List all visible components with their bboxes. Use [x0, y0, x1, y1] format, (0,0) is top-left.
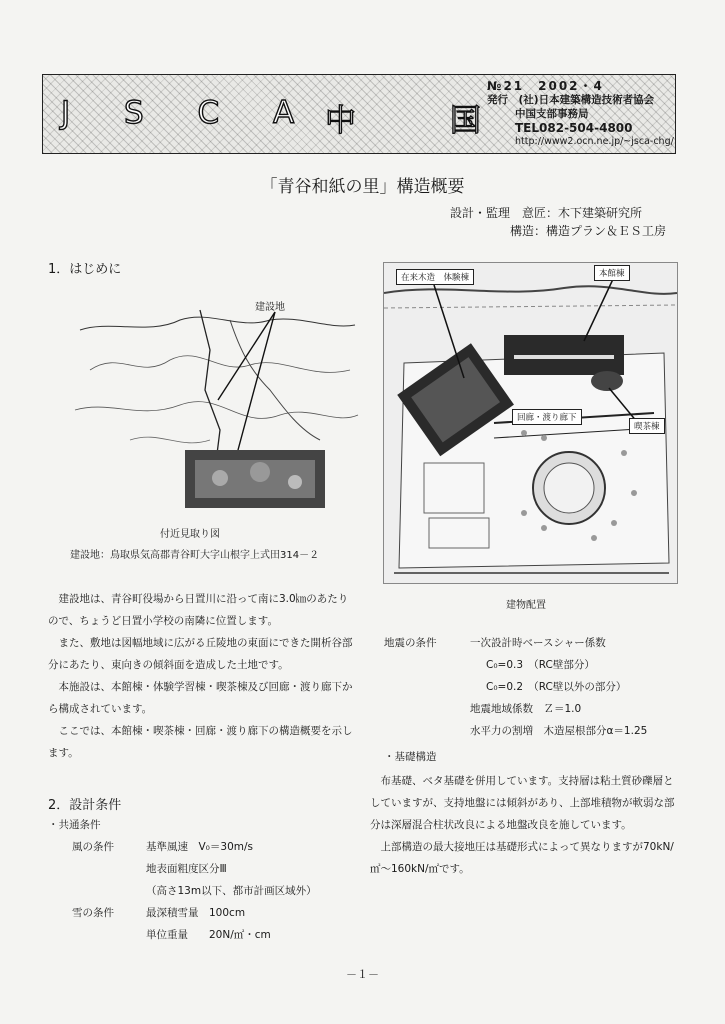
newsletter-header: [42, 74, 676, 154]
seismic-label: 地震の条件: [384, 637, 437, 649]
wind-roughness: 地表面粗度区分Ⅲ: [146, 863, 227, 875]
seismic-factor: 水平力の割増 木造屋根部分α＝1.25: [470, 725, 648, 737]
seismic-rc-wall: C₀=0.3 （RC壁部分）: [486, 659, 595, 671]
branch: 中国支部事務局: [515, 108, 589, 120]
wind-conditions: [146, 836, 361, 902]
intro-paragraph: ここでは、本館棟・喫茶棟・回廊・渡り廊下の構造概要を示します。: [48, 725, 353, 759]
snow-label: 雪の条件: [72, 907, 114, 919]
site-plan-caption: 建物配置: [506, 600, 546, 611]
credit-design: 意匠：木下建築研究所: [522, 206, 643, 220]
site-plan: [383, 262, 678, 584]
page-number: －１－: [346, 968, 379, 981]
intro-paragraph: また、敷地は図幅地域に広がる丘陵地の東面にできた開析谷部分にあたり、東向きの傾斜面を造成した土地です。: [48, 637, 353, 671]
vicinity-map: [70, 290, 360, 515]
url-link[interactable]: http://www2.ocn.ne.jp/~jsca-chg/: [515, 136, 674, 147]
foundation-text: [370, 770, 676, 880]
section-1-heading: 1．はじめに: [48, 262, 122, 277]
common-conditions-label: ・共通条件: [48, 819, 101, 831]
header-jsca-title: J S C A: [61, 95, 317, 131]
label-wood-building: 在来木造 体験棟: [396, 269, 474, 285]
intro-paragraph: 建設地は、青谷町役場から日置川に沿って南に3.0㎞のあたりので、ちょうど日置小学校の南隣に位置します。: [48, 593, 349, 627]
label-corridor: 回廊・渡り廊下: [512, 409, 582, 425]
intro-paragraph: 本施設は、本館棟・体験学習棟・喫茶棟及び回廊・渡り廊下から構成されています。: [48, 681, 353, 715]
tel: TEL082-504-4800: [515, 121, 633, 135]
map-drawing: [70, 290, 360, 515]
snow-depth: 最深積雪量 100cm: [146, 907, 246, 919]
site-address: 建設地：鳥取県気高郡青谷町大字山根字上式田314－２: [70, 550, 320, 561]
publisher-label: 発行: [487, 94, 508, 106]
wind-note: （高さ13m以下、都市計画区域外）: [146, 885, 317, 897]
foundation-heading: ・基礎構造: [384, 751, 437, 763]
publisher: (社)日本建築構造技術者協会: [518, 94, 655, 106]
foundation-paragraph: 布基礎、ベタ基礎を併用しています。支持層は粘土質砂礫層としていますが、支持地盤には傾斜があり、上部堆積物が軟弱な部分は深層混合柱状改良による地盤改良を施しています。: [370, 775, 675, 831]
snow-conditions: [146, 902, 361, 946]
page-title: 「青谷和紙の里」構造概要: [260, 177, 465, 197]
intro-text: [48, 588, 354, 764]
section-2-heading: 2．設計条件: [48, 798, 122, 813]
wind-label: 風の条件: [72, 841, 114, 853]
seismic-zone: 地震地域係数 Ｚ＝1.0: [470, 703, 582, 715]
seismic-conditions: [470, 632, 680, 742]
header-info: [487, 79, 674, 149]
map-site-label: 建設地: [255, 302, 285, 313]
wind-speed: 基準風速 V₀＝30m/s: [146, 841, 253, 853]
map-caption: 付近見取り図: [160, 529, 220, 540]
seismic-other: C₀=0.2 （RC壁以外の部分）: [486, 681, 627, 693]
credit-structure: 構造：構造プラン＆ＥＳ工房: [510, 224, 667, 238]
foundation-paragraph: 上部構造の最大接地圧は基礎形式によって異なりますが70kN/㎡～160kN/㎡です。: [370, 841, 674, 875]
seismic-base-shear: 一次設計時ベースシャー係数: [470, 637, 606, 649]
snow-weight: 単位重量 20N/㎡・cm: [146, 929, 271, 941]
credits: [450, 204, 666, 240]
header-chugoku-title: 中 国: [325, 103, 523, 139]
issue-number: №21 2002・4: [487, 79, 604, 93]
label-main-building: 本館棟: [594, 265, 630, 281]
credit-label: 設計・監理: [450, 206, 511, 220]
label-cafe: 喫茶棟: [629, 418, 665, 434]
